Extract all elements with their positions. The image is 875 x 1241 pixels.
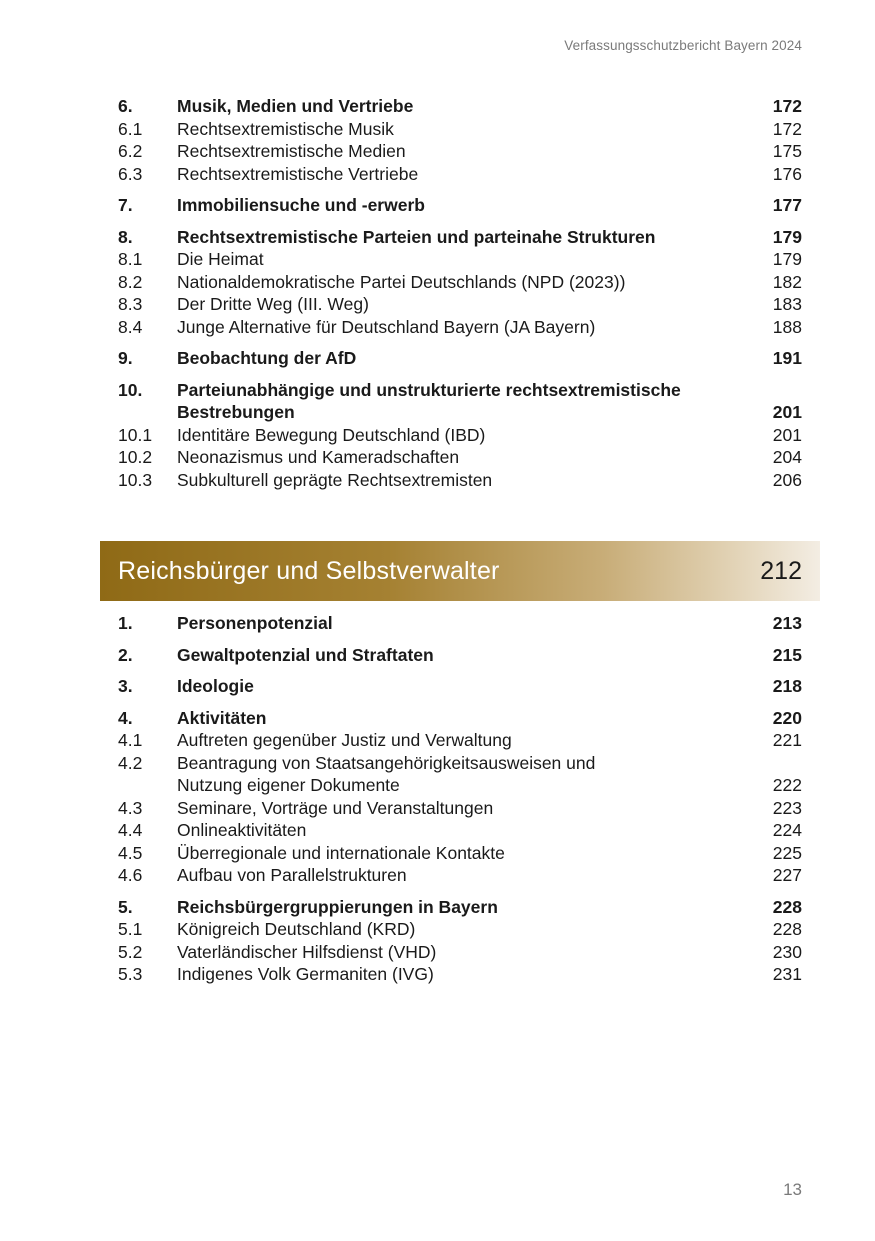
toc-page: 172 (772, 118, 802, 139)
section-banner-title: Reichsbürger und Selbstverwalter (118, 556, 500, 585)
toc-entry[interactable] (118, 819, 802, 842)
toc-number: 6.1 (118, 118, 143, 139)
toc-number: 6.3 (118, 163, 143, 184)
toc-page: 182 (772, 271, 802, 292)
toc-page: 179 (772, 226, 802, 247)
toc-top (118, 95, 802, 491)
toc-entry[interactable] (118, 194, 802, 217)
toc-number: 8. (118, 226, 133, 247)
toc-entry[interactable] (118, 941, 802, 964)
toc-entry[interactable] (118, 644, 802, 667)
toc-title: Gewaltpotenzial und Straftaten (177, 644, 434, 665)
toc-title: Onlineaktivitäten (177, 820, 307, 840)
toc-number: 10.3 (118, 469, 153, 490)
toc-title: Identitäre Bewegung Deutschland (IBD) (177, 424, 486, 445)
toc-page: 223 (772, 797, 802, 818)
toc-entry[interactable] (118, 293, 802, 316)
toc-page: 175 (772, 141, 802, 161)
toc-title: Rechtsextremistische Musik (177, 118, 394, 139)
toc-page: 224 (772, 820, 802, 840)
toc-title: Beobachtung der AfD (177, 348, 357, 368)
toc-page: 227 (772, 865, 802, 885)
toc-number: 6. (118, 96, 133, 116)
page-number: 13 (783, 1180, 802, 1199)
toc-bottom (118, 612, 802, 986)
toc-number: 10.2 (118, 447, 153, 467)
running-header: Verfassungsschutzbericht Bayern 2024 (564, 38, 802, 53)
toc-number: 10. (118, 379, 143, 400)
toc-page: 188 (772, 316, 802, 337)
toc-title-line: Beantragung von Staatsangehörigkeitsausweisen und (177, 752, 596, 773)
toc-number: 5. (118, 896, 133, 917)
toc-number: 4.1 (118, 730, 143, 750)
toc-title: Neonazismus und Kameradschaften (177, 447, 460, 467)
toc-entry[interactable] (118, 248, 802, 271)
toc-page: 230 (772, 941, 802, 962)
toc-entry[interactable] (118, 163, 802, 186)
toc-number: 8.2 (118, 271, 143, 292)
section-banner[interactable] (100, 541, 820, 601)
toc-title: Seminare, Vorträge und Veranstaltungen (177, 797, 494, 818)
toc-page: 204 (772, 447, 802, 467)
toc-title-line: Parteiunabhängige und unstrukturierte rechtsextremistische (177, 379, 681, 400)
toc-page: 221 (772, 730, 802, 750)
toc-number: 5.3 (118, 964, 143, 984)
toc-entry[interactable] (118, 95, 802, 118)
toc-page: 183 (772, 294, 802, 314)
toc-entry[interactable] (118, 469, 802, 492)
toc-entry[interactable] (118, 424, 802, 447)
toc-entry[interactable] (118, 963, 802, 986)
toc-entry[interactable] (118, 118, 802, 141)
toc-title: Ideologie (177, 676, 254, 696)
toc-page: 218 (772, 676, 802, 696)
toc-entry[interactable] (118, 226, 802, 249)
toc-number: 4.4 (118, 820, 143, 840)
toc-entry[interactable] (118, 446, 802, 469)
toc-entry[interactable] (118, 675, 802, 698)
toc-number: 8.4 (118, 316, 143, 337)
toc-entry[interactable] (118, 842, 802, 865)
toc-number: 8.3 (118, 294, 143, 314)
toc-entry[interactable] (118, 271, 802, 294)
toc-page: 213 (772, 613, 802, 633)
toc-title: Rechtsextremistische Parteien und parteinahe Strukturen (177, 226, 656, 247)
toc-page: 206 (772, 469, 802, 490)
toc-page: 172 (772, 96, 802, 116)
toc-number: 9. (118, 348, 133, 368)
toc-page: 228 (772, 896, 802, 917)
toc-page: 231 (772, 964, 802, 984)
toc-title: Indigenes Volk Germaniten (IVG) (177, 964, 434, 984)
toc-number: 4.5 (118, 842, 143, 863)
toc-page: 228 (772, 919, 802, 939)
toc-title: Der Dritte Weg (III. Weg) (177, 294, 369, 314)
toc-entry[interactable] (118, 347, 802, 370)
toc-entry[interactable] (118, 729, 802, 752)
toc-number: 4.3 (118, 797, 143, 818)
toc-number: 10.1 (118, 424, 153, 445)
toc-number: 4. (118, 707, 133, 728)
toc-title: Nationaldemokratische Partei Deutschlands (NPD (2023)) (177, 271, 626, 292)
toc-number: 3. (118, 676, 133, 696)
toc-number: 5.2 (118, 941, 143, 962)
toc-title (177, 379, 742, 424)
toc-page: 201 (772, 424, 802, 445)
toc-title: Vaterländischer Hilfsdienst (VHD) (177, 941, 437, 962)
toc-page: 220 (772, 707, 802, 728)
toc-page: 191 (772, 348, 802, 368)
toc-page: 176 (772, 163, 802, 184)
toc-number: 4.2 (118, 752, 143, 773)
toc-number: 1. (118, 613, 133, 633)
toc-title: Rechtsextremistische Vertriebe (177, 163, 419, 184)
toc-entry[interactable] (118, 918, 802, 941)
toc-number: 5.1 (118, 919, 143, 939)
toc-entry[interactable] (118, 896, 802, 919)
toc-title: Aufbau von Parallelstrukturen (177, 865, 407, 885)
toc-number: 8.1 (118, 249, 143, 269)
toc-title: Junge Alternative für Deutschland Bayern (JA Bayern) (177, 316, 596, 337)
toc-title: Rechtsextremistische Medien (177, 141, 406, 161)
toc-page: 179 (772, 249, 802, 269)
toc-entry[interactable] (118, 379, 802, 424)
toc-title-line: Nutzung eigener Dokumente (177, 775, 400, 795)
toc-page: 201 (772, 402, 802, 422)
toc-entry[interactable] (118, 864, 802, 887)
toc-number: 7. (118, 195, 133, 215)
toc-title: Auftreten gegenüber Justiz und Verwaltung (177, 730, 512, 750)
toc-title: Aktivitäten (177, 707, 267, 728)
toc-page: 177 (772, 195, 802, 215)
toc-entry[interactable] (118, 612, 802, 635)
toc-entry[interactable] (118, 797, 802, 820)
toc-title: Reichsbürgergruppierungen in Bayern (177, 896, 498, 917)
toc-title: Die Heimat (177, 249, 264, 269)
toc-title: Personenpotenzial (177, 613, 333, 633)
toc-page: 222 (772, 775, 802, 795)
toc-title: Königreich Deutschland (KRD) (177, 919, 416, 939)
toc-title-line: Bestrebungen (177, 402, 295, 422)
toc-entry[interactable] (118, 316, 802, 339)
toc-page: 225 (772, 842, 802, 863)
section-banner-page: 212 (760, 556, 802, 585)
toc-title: Überregionale und internationale Kontakte (177, 842, 505, 863)
toc-title (177, 752, 742, 797)
toc-title: Immobiliensuche und -erwerb (177, 195, 425, 215)
toc-title: Musik, Medien und Vertriebe (177, 96, 414, 116)
toc-entry[interactable] (118, 140, 802, 163)
toc-number: 6.2 (118, 141, 143, 161)
toc-entry[interactable] (118, 752, 802, 797)
toc-number: 4.6 (118, 865, 143, 885)
toc-title: Subkulturell geprägte Rechtsextremisten (177, 469, 493, 490)
toc-number: 2. (118, 644, 133, 665)
toc-page: 215 (772, 644, 802, 665)
toc-entry[interactable] (118, 707, 802, 730)
